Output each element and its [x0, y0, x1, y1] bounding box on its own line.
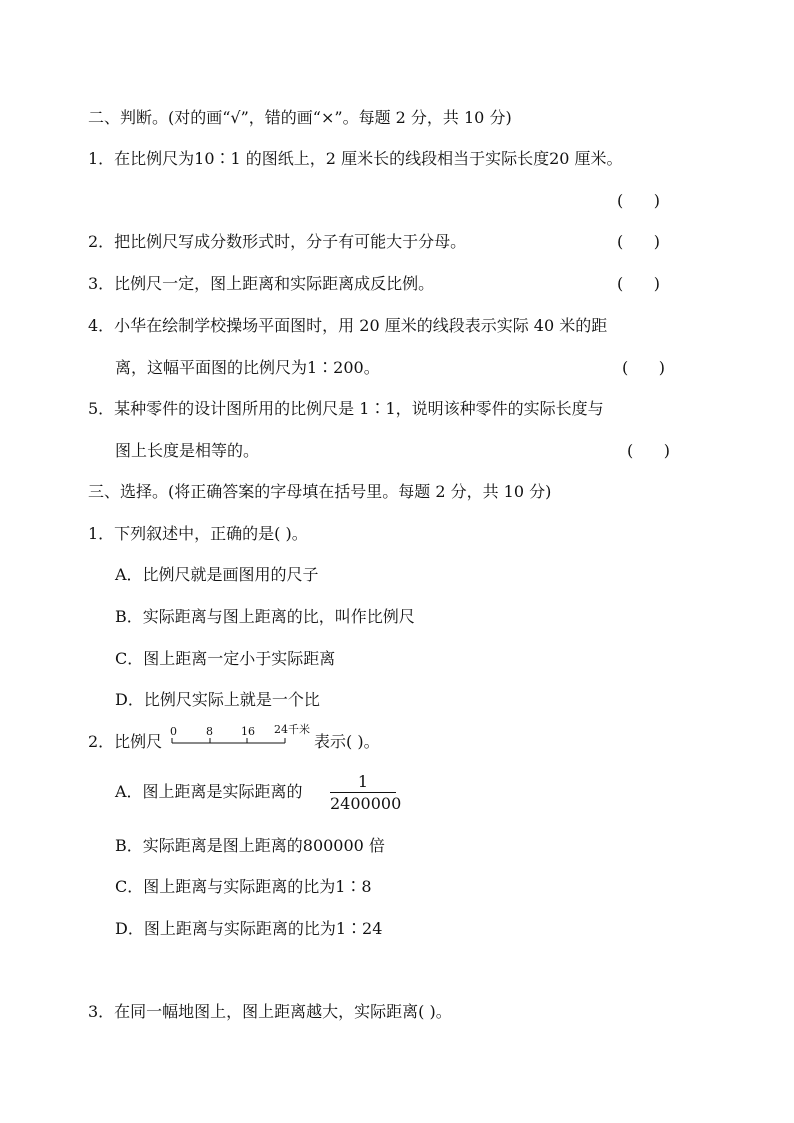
- fraction-numerator: 1: [357, 772, 369, 791]
- choice-q2-option-a-fraction: [330, 772, 402, 813]
- choice-q1-option-b[interactable]: B．实际距离与图上距离的比，叫作比例尺: [115, 607, 415, 626]
- scale-label-24km: 24千米: [274, 723, 310, 736]
- judge-q2-text: 2．把比例尺写成分数形式时，分子有可能大于分母。: [88, 232, 467, 251]
- choice-q2-stem-prefix: 2．比例尺: [88, 732, 163, 751]
- judge-q1-answer-blank[interactable]: ( ): [617, 191, 660, 210]
- judge-q5-answer-blank[interactable]: ( ): [627, 441, 670, 460]
- choice-q1-option-c[interactable]: C．图上距离一定小于实际距离: [115, 649, 336, 668]
- judge-q4-text-line1: 4．小华在绘制学校操场平面图时，用 20 厘米的线段表示实际 40 米的距: [88, 316, 608, 335]
- scale-bar: [170, 723, 315, 748]
- judge-q2-answer-blank[interactable]: ( ): [617, 232, 660, 251]
- choice-q1-option-d[interactable]: D．比例尺实际上就是一个比: [115, 690, 320, 709]
- judge-q3-answer-blank[interactable]: ( ): [617, 274, 660, 293]
- judge-q4-answer-blank[interactable]: ( ): [622, 358, 665, 377]
- section3-heading: 三、选择。(将正确答案的字母填在括号里。每题 2 分，共 10 分): [88, 482, 552, 501]
- judge-q1-text: 1．在比例尺为10∶1 的图纸上，2 厘米长的线段相当于实际长度20 厘米。: [88, 149, 623, 168]
- choice-q2-option-a-text: A．图上距离是实际距离的: [115, 782, 303, 801]
- fraction-bar: [330, 792, 396, 793]
- choice-q2-stem-suffix: 表示( )。: [314, 732, 380, 751]
- choice-q1-stem: 1．下列叙述中，正确的是( )。: [88, 524, 308, 543]
- choice-q2-option-b[interactable]: B．实际距离是图上距离的800000 倍: [115, 836, 385, 855]
- scale-label-8: 8: [206, 725, 213, 738]
- judge-q5-text-line2: 图上长度是相等的。: [115, 441, 260, 460]
- choice-q3-stem: 3．在同一幅地图上，图上距离越大，实际距离( )。: [88, 1002, 452, 1021]
- choice-q2-option-c[interactable]: C．图上距离与实际距离的比为1∶8: [115, 877, 372, 896]
- scale-label-16: 16: [241, 725, 255, 738]
- choice-q2-option-a[interactable]: [115, 781, 303, 803]
- judge-q3-text: 3．比例尺一定，图上距离和实际距离成反比例。: [88, 274, 435, 293]
- judge-q5-text-line1: 5．某种零件的设计图所用的比例尺是 1∶1，说明该种零件的实际长度与: [88, 399, 604, 418]
- judge-q4-text-line2: 离，这幅平面图的比例尺为1∶200。: [115, 358, 380, 377]
- section2-heading: 二、判断。(对的画“√”，错的画“×”。每题 2 分，共 10 分): [88, 108, 512, 127]
- fraction-denominator: 2400000: [330, 794, 402, 813]
- choice-q1-option-a[interactable]: A．比例尺就是画图用的尺子: [115, 565, 319, 584]
- choice-q2-option-d[interactable]: D．图上距离与实际距离的比为1∶24: [115, 919, 383, 938]
- scale-label-0: 0: [170, 725, 177, 738]
